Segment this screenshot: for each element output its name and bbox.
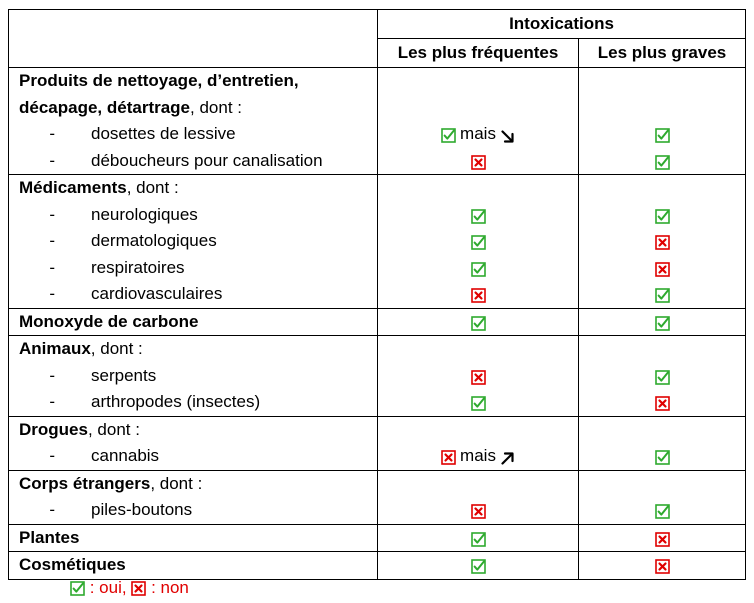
mark-line <box>579 552 745 579</box>
checked-box-icon <box>441 125 456 140</box>
crossed-box-icon <box>471 501 486 516</box>
category-suffix: , dont : <box>190 97 242 117</box>
crossed-box-icon <box>655 393 670 408</box>
frequent-cell <box>378 470 579 524</box>
spacer-line <box>579 336 745 363</box>
severe-cell <box>579 552 746 580</box>
checked-box-icon <box>471 393 486 408</box>
frequent-cell <box>378 308 579 336</box>
checked-box-icon <box>70 579 85 594</box>
list-item <box>9 202 377 229</box>
checked-box-icon <box>471 529 486 544</box>
bullet-dash: - <box>49 284 55 303</box>
checked-box-icon <box>471 206 486 221</box>
category-cell <box>9 336 378 417</box>
bullet-dash: - <box>49 124 55 143</box>
mark-line <box>579 443 745 470</box>
checked-box-icon <box>655 367 670 382</box>
severe-cell <box>579 308 746 336</box>
intoxications-table <box>8 9 746 580</box>
frequent-cell <box>378 68 579 175</box>
category-name: Cosmétiques <box>19 555 126 574</box>
spacer-line <box>378 471 578 498</box>
list-item <box>9 281 377 308</box>
category-cell <box>9 552 378 580</box>
bullet-dash: - <box>49 500 55 519</box>
list-item <box>9 363 377 390</box>
severe-cell <box>579 336 746 417</box>
category-row <box>9 175 746 309</box>
mark-line <box>579 228 745 255</box>
bullet-dash: - <box>49 257 55 277</box>
bullet-dash: - <box>49 392 55 411</box>
item-label: cardiovasculaires <box>91 284 223 303</box>
category-suffix: , dont : <box>126 178 179 197</box>
header-most-frequent: Les plus fréquentes <box>378 39 579 68</box>
frequent-cell <box>378 336 579 417</box>
severe-cell <box>579 416 746 470</box>
checked-box-icon <box>655 501 670 516</box>
category-row <box>9 552 746 580</box>
spacer-line <box>579 471 745 498</box>
mark-line <box>579 202 745 229</box>
category-cell <box>9 68 378 175</box>
frequent-cell <box>378 175 579 309</box>
bullet-dash: - <box>49 231 55 250</box>
category-suffix: , dont : <box>90 339 143 358</box>
category-row <box>9 524 746 552</box>
category-cell <box>9 416 378 470</box>
crossed-box-icon <box>131 579 146 594</box>
category-suffix: , dont : <box>150 473 203 493</box>
header-most-severe: Les plus graves <box>579 39 746 68</box>
header-intoxications: Intoxications <box>378 10 746 39</box>
mark-line <box>579 497 745 524</box>
arrow-up-right-icon <box>500 448 515 463</box>
mark-line <box>579 255 745 282</box>
mark-line <box>579 148 745 175</box>
mark-line <box>378 363 578 390</box>
severe-cell <box>579 470 746 524</box>
crossed-box-icon <box>655 556 670 571</box>
list-item <box>9 148 377 175</box>
mark-line <box>378 497 578 524</box>
checked-box-icon <box>471 313 486 328</box>
mark-line <box>378 309 578 336</box>
list-item <box>9 497 377 524</box>
category-name: Animaux <box>19 339 91 358</box>
arrow-down-right-icon <box>500 126 515 141</box>
checked-box-icon <box>655 313 670 328</box>
category-suffix: , dont : <box>87 419 140 439</box>
spacer-line <box>378 68 578 95</box>
item-label: dermatologiques <box>91 231 217 250</box>
item-label: cannabis <box>91 446 160 465</box>
item-label: respiratoires <box>91 257 185 277</box>
checked-box-icon <box>655 125 670 140</box>
checked-box-icon <box>471 556 486 571</box>
frequent-cell <box>378 416 579 470</box>
item-label: neurologiques <box>91 204 198 224</box>
mark-line <box>579 309 745 336</box>
bullet-dash: - <box>49 204 55 224</box>
mark-line <box>378 121 578 148</box>
category-cell <box>9 470 378 524</box>
checked-box-icon <box>655 447 670 462</box>
spacer-line <box>579 417 745 444</box>
mark-line <box>378 281 578 308</box>
mark-line <box>378 389 578 416</box>
item-label: piles-boutons <box>91 500 193 519</box>
list-item <box>9 121 377 148</box>
checked-box-icon <box>471 259 486 274</box>
crossed-box-icon <box>471 285 486 300</box>
category-name: Corps étrangers <box>19 473 151 493</box>
legend-yes-text: : oui, <box>89 578 127 597</box>
item-label: serpents <box>91 365 157 385</box>
checked-box-icon <box>655 285 670 300</box>
item-label: déboucheurs pour canalisation <box>91 150 323 170</box>
category-name: Plantes <box>19 527 80 547</box>
spacer-line <box>378 175 578 202</box>
category-row <box>9 336 746 417</box>
category-row <box>9 308 746 336</box>
crossed-box-icon <box>441 447 456 462</box>
crossed-box-icon <box>471 367 486 382</box>
mark-line <box>579 281 745 308</box>
mark-line <box>579 121 745 148</box>
bullet-dash: - <box>49 446 55 465</box>
item-label: dosettes de lessive <box>91 124 236 143</box>
crossed-box-icon <box>655 259 670 274</box>
legend-no-text: : non <box>151 578 189 597</box>
spacer-line <box>378 336 578 363</box>
crossed-box-icon <box>471 152 486 167</box>
category-cell <box>9 308 378 336</box>
category-name: Monoxyde de carbone <box>19 311 199 331</box>
mark-line <box>378 525 578 552</box>
checked-box-icon <box>471 232 486 247</box>
category-row <box>9 470 746 524</box>
mark-line <box>378 552 578 579</box>
category-cell <box>9 175 378 309</box>
item-label: arthropodes (insectes) <box>91 392 261 411</box>
list-item <box>9 443 377 470</box>
list-item <box>9 255 377 282</box>
severe-cell <box>579 524 746 552</box>
bullet-dash: - <box>49 365 55 385</box>
mark-line <box>579 525 745 552</box>
spacer-line <box>378 95 578 122</box>
note-text: mais <box>460 124 496 144</box>
category-name: Produits de nettoyage, d’entretien, <box>19 71 299 90</box>
header-empty-cell <box>9 10 378 68</box>
mark-line <box>579 389 745 416</box>
spacer-line <box>579 95 745 122</box>
legend <box>70 576 189 600</box>
mark-line <box>378 202 578 229</box>
category-name: Drogues <box>19 419 88 439</box>
note-text: mais <box>460 446 496 466</box>
spacer-line <box>579 175 745 202</box>
severe-cell <box>579 175 746 309</box>
category-cell <box>9 524 378 552</box>
list-item <box>9 389 377 416</box>
category-row <box>9 416 746 470</box>
checked-box-icon <box>655 206 670 221</box>
category-name: Médicaments <box>19 178 127 197</box>
frequent-cell <box>378 524 579 552</box>
category-name-cont: décapage, détartrage <box>19 97 191 117</box>
crossed-box-icon <box>655 529 670 544</box>
mark-line <box>378 443 578 470</box>
severe-cell <box>579 68 746 175</box>
list-item <box>9 228 377 255</box>
mark-line <box>579 363 745 390</box>
mark-line <box>378 255 578 282</box>
bullet-dash: - <box>49 150 55 170</box>
checked-box-icon <box>655 152 670 167</box>
spacer-line <box>579 68 745 95</box>
mark-line <box>378 148 578 175</box>
header-row-1 <box>9 10 746 39</box>
crossed-box-icon <box>655 232 670 247</box>
category-row <box>9 68 746 175</box>
spacer-line <box>378 417 578 444</box>
mark-line <box>378 228 578 255</box>
frequent-cell <box>378 552 579 580</box>
